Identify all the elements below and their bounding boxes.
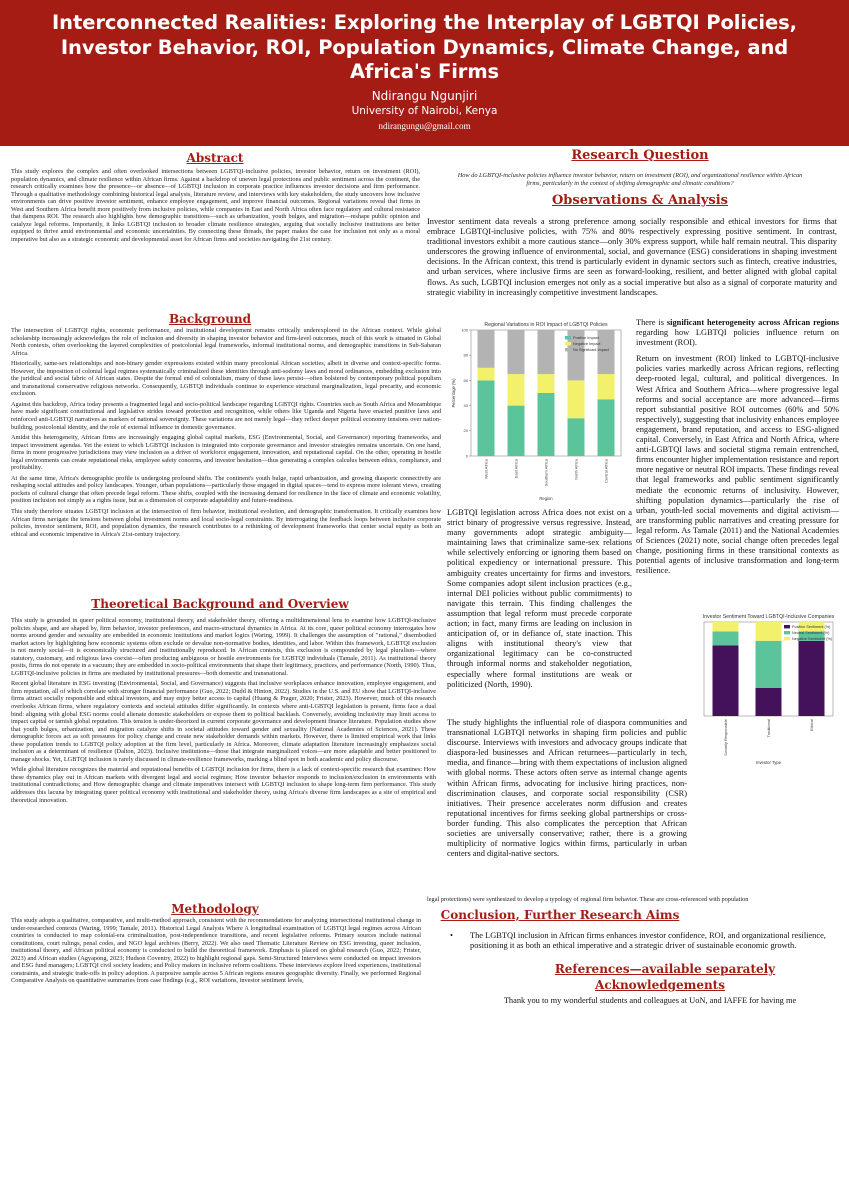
author-email: ndirangungu@gmail.com <box>378 120 471 131</box>
bullet-icon: • <box>450 931 453 940</box>
legend-label: Negative Impact <box>573 342 601 346</box>
y-axis-label: Percentage (%) <box>451 378 456 408</box>
bar-segment <box>756 622 782 641</box>
legend-label: Negative Sentiment (%) <box>792 637 833 641</box>
methodology-text: This study adopts a qualitative, comparative, and multi-method approach, consistent with the recommendations for analyzing intersectional institutional change in under-researched contexts (Waring, 1999; Tamale, 2011). Historical Legal Analysis Where A longitudinal examination of LGBTQI legal regimes across African countries is conducted to map colonial-era criminalization, post-independence transitions, and recent legislative reforms. Primary sources include national constitutions, court rulings, penal codes, and NGO legal archives (Berry, 2022). We also used Thematic Literature Review on ESG investing, queer inclusion, institutional theory, and African political economy is conducted to build the theoretical framework. Emphasis is placed on global research (Guo, 2022; Frister, 2023) and African studies (Agyapong, 2023; Hudson Coventry, 2022) to highlight regional gaps. Semi-Structured Interviews were conducted on impact investors and ESG fund managers; LGBTQI civil society leaders; and Policy makers in inclusive reform coalitions. These interviews explore lived experiences, institutional constraints, and strategic trade-offs in policy adoption. A purposive sample across 5 African regions ensures geographic diversity. Finally, we performed Regional Comparative Analysis on quantitative summaries from case findings (e.g., ROI variations, investor sentiment levels, <box>11 917 421 985</box>
author-affiliation: University of Nairobi, Kenya <box>351 104 498 117</box>
bar-segment <box>568 380 585 418</box>
chart-title: Investor Sentiment Toward LGBTQI-Inclusive Companies <box>702 614 835 620</box>
background-paragraph: Against this backdrop, Africa today presents a fragmented legal and socio-political landscape regarding LGBTQI rights. Countries such as South Africa and Mozambique have made significant constitutional and legislative strides toward protection and recognition, while others like Uganda and Nigeria have enacted punitive laws and reinforced anti-LGBTQI narratives as markers of national sovereignty. These variations are not merely legal—they reflect deeper political economy tensions over nation-building, postcolonial identity, and the role of external influence in domestic governance. <box>11 400 441 431</box>
x-axis-label: Investor Type <box>755 760 782 765</box>
legend-label: Positive Impact <box>573 336 599 340</box>
theory-heading: Theoretical Background and Overview <box>91 597 349 611</box>
poster-title: Interconnected Realities: Exploring the Interplay of LGBTQI Policies, Investor Behavior, ROI, Population Dynamics, Climate Change, and Africa's Firms <box>52 11 797 83</box>
background-paragraph: This study therefore situates LGBTQI inclusion at the intersection of firm behavior, institutional evolution, and demographic transformation. It critically examines how African firms navigate the tensions between global investment norms and local socio-legal constraints. By interrogating the feedback loops between inclusive corporate policies, investor sentiment, ROI, and population dynamics, the research contributes to a rethinking of development frameworks that center social equity as both an ethical and economic imperative in Africa's 21st-century trajectory. <box>11 508 441 538</box>
bar-segment <box>478 368 495 381</box>
legend-swatch <box>565 336 571 339</box>
bar-segment <box>713 646 739 717</box>
bar-segment <box>508 374 525 406</box>
legend-label: Neutral Sentiment (%) <box>792 631 830 635</box>
right-column-text <box>636 318 839 593</box>
bar-segment <box>756 688 782 716</box>
x-tick-label: Ethical <box>808 719 814 732</box>
theory-paragraph: While global literature recognizes the material and reputational benefits of LGBTQI inclusion for firms, there is a lack of context-specific research that examines: How these dynamics play out in African markets with divergent legal and social regimes; How investor behavior responds to inclusion/exclusion in environments with institutional contradictions; and How demographic change and climate imperatives intersect with LGBTQI inclusion to shape long-term firm performance. This study addresses this lacuna by integrating queer political economy with institutional and stakeholder theory, using Africa's diverse firm landscapes as a site of empirical and theoretical innovation. <box>11 766 436 804</box>
background-heading: Background <box>168 312 252 326</box>
y-tick-label: 80 <box>463 352 468 358</box>
bar-segment <box>538 330 555 374</box>
conclusion-text: The LGBTQI inclusion in African firms enhances investor confidence, ROI, and organizational resilience, positioning it as both an ethical imperative and a strategic driver of sustainable economic growth. <box>470 931 826 951</box>
observations-heading: Observations & Analysis <box>551 193 729 208</box>
bar-segment <box>508 330 525 374</box>
bar-segment <box>598 374 615 399</box>
diaspora-text: The study highlights the influential role of diaspora communities and transnational LGBTQI networks in shaping firm policies and public discourse. Interviews with investors and advocacy groups indicate that diaspora-led businesses and African returnees—particularly in tech, media, and finance—bring with them expectations of inclusion aligned with global norms. These actors often serve as internal change agents within African firms, advocating for inclusive hiring practices, non-discrimination clauses, and corporate social responsibility (CSR) initiatives. Their presence accelerates norm diffusion and creates reputational incentives for firms seeking global partnerships or cross-border funding. This also complicates the perception that African societies are universally conservative; rather, there is a growing multiplicity of normative logics within firms, particularly in urban centers and digital-native sectors. <box>447 718 687 859</box>
roi-analysis-text: Return on investment (ROI) linked to LGBTQI-inclusive policies varies markedly across African regions, reflecting deep-rooted legal, cultural, and political divergences. In West Africa and Southern Africa—where progressive legal reforms and social acceptance are more advanced—firms report substantial positive ROI outcomes (60% and 50% respectively), suggesting that inclusivity enhances employee engagement, brand reputation, and access to ESG-aligned capital. Conversely, in East Africa and North Africa, where anti-LGBTQI laws and societal stigma remain entrenched, firms encounter higher implementation resistance and report more negative or neutral ROI impacts. These findings reveal that legal frameworks and public sentiment significantly mediate the economic returns of inclusivity. However, shifting population dynamics—particularly the rise of urban, youth-led social movements and digital activism—are transforming public narratives and creating pressure for legal reform. As Tamale (2011) and the National Academies of Sciences (2021) note, social change often precedes legal change, positioning firms in these transitional contexts as potential agents of inclusive transformation and long-term resilience. <box>636 354 839 576</box>
roi-chart <box>447 312 627 502</box>
poster-header <box>0 0 849 146</box>
legend-swatch <box>565 342 571 345</box>
investor-sentiment-chart-svg <box>692 606 837 766</box>
x-tick-label: Traditional <box>765 719 771 738</box>
legislation-text: LGBTQI legislation across Africa does not exist on a strict binary of progressive versus regressive. Instead, many governments adopt strategic ambiguity—maintaining laws that criminalize same-sex relations while selectively enforcing or ignoring them based on political expediency or international pressure. This ambiguity creates uncertainty for firms and investors. Some companies adopt silent inclusion practices (e.g., internal DEI policies without public commitments) to navigate this terrain. This finding challenges the assumption that legal reform must precede corporate action; in fact, many firms are leading on inclusion in anticipation of, or in defiance of, state inaction. This aligns with institutional theory's view that organizational legitimacy can be co-constructed through informal norms and stakeholder negotiation, especially where formal institutions are weak or politicized (North, 1990). <box>447 508 632 689</box>
bar-segment <box>538 374 555 393</box>
bar-segment <box>799 641 825 716</box>
x-tick-label: North Africa <box>573 459 579 480</box>
conclusion-heading: Conclusion, Further Research Aims <box>440 908 680 922</box>
x-tick-label: Southern Africa <box>543 459 549 487</box>
acknowledgements-text: Thank you to my wonderful students and colleagues at UoN, and IAFFE for having me <box>503 996 797 1005</box>
legend-swatch <box>784 625 790 628</box>
abstract-heading: Abstract <box>186 151 244 165</box>
legend-swatch <box>784 637 790 640</box>
bar-segment <box>598 399 615 456</box>
research-question-text: How do LGBTQI-inclusive policies influence investor behavior, return on investment (ROI), and organizational resilience within African firms, particularly in the context of shifting demographic and climatic conditions? <box>457 172 803 187</box>
bar-segment <box>478 380 495 456</box>
legend-label: No Significant Impact <box>573 348 609 352</box>
bar-segment <box>478 330 495 368</box>
y-tick-label: 40 <box>463 403 468 408</box>
background-paragraph: The intersection of LGBTQI rights, economic performance, and institutional development remains critically underexplored in the African context. While global scholarship increasingly acknowledges the role of inclusion and diversity in shaping investor behavior and firm-level outcomes, much of this work is situated in Global North contexts, often overlooking the layered complexities of postcolonial legal frameworks, informal institutional norms, and demographic transitions in Sub-Saharan Africa. <box>11 327 441 357</box>
acknowledgements-heading: Acknowledgements <box>595 978 725 992</box>
x-tick-label: East Africa <box>513 459 519 479</box>
theory-paragraph: Recent global literature in ESG investing (Environmental, Social, and Governance) suggests that inclusive workplaces enhance innovation, employee engagement, and firm reputation, all of which correlate with stronger financial performance (Guo, 2022; Dudd & Hinton, 2022). Studies in the U.S. and EU show that LGBTQI-inclusive firms attract socially responsible and ethical investors, and may enjoy better access to capital (Huang & Prager, 2020; Frister, 2023). However, much of this research overlooks African firms, where regulatory contexts and societal attitudes differ significantly. In contexts where anti-LGBTQI legislation is present, firms face a dual bind: aligning with global ESG norms could alienate domestic stakeholders or expose them to political backlash. Conversely, avoiding inclusivity may limit access to impact capital or tarnish global reputation. This tension is under-theorized in current corporate governance and development finance literature. Population studies show that youth bulges, urbanization, and migration catalyze shifts in societal attitudes toward gender and sexuality (National Academies of Sciences, 2021). These demographic forces act as soft pressures for policy change and create new stakeholder demands within markets. However, there is limited empirical work that links these population trends to LGBTQI policy adoption at the firm level, particularly in Africa. Moreover, climate adaptation literature increasingly emphasizes social inclusion as a determinant of resilience (Dalton, 2023). Inclusive institutions—those that integrate marginalized voices—are more adaptable and better positioned to manage shocks. Yet, LGBTQI inclusion is rarely discussed in climate-resilience frameworks, marking a blind spot in both academic and policy discourse. <box>11 680 436 763</box>
bar-segment <box>508 406 525 456</box>
bar-segment <box>713 622 739 631</box>
heterogeneity-statement: There is significant heterogeneity across African regions regarding how LGBTQI policies influence return on investment (ROI). <box>636 318 839 348</box>
theory-paragraph: This study is grounded in queer political economy, institutional theory, and stakeholder theory, offering a multidimensional lens to examine how LGBTQI-inclusive policies shape, and are shaped by, firm behavior, investor preferences, and macro-structural dynamics in Africa. At its core, queer political economy interrogates how norms around gender and sexuality are embedded in economic institutions and market logics (Waring, 1999). It challenges the assumption of "rational," disembodied market actors by highlighting how economic systems often exclude or devalue non-normative bodies, identities, and labor. Within this framework, LGBTQI exclusion is not merely social—it is economically structured and institutionally reproduced. In African contexts, this exclusion is compounded by legal pluralism—where statutory, customary, and religious laws coexist—often producing ambiguous or hostile environments for LGBTQI individuals (Tamale, 2011). As institutional theory posits, firms do not operate in a vacuum; they are embedded in socio-political environments that shape their legitimacy, practices, and performance (North, 1990). Thus, LGBTQI-inclusive policies in firms are mediated by institutional pressures—both domestic and transnational. <box>11 617 436 677</box>
x-tick-label: Socially Responsible <box>722 719 728 756</box>
theory-text <box>11 617 436 900</box>
research-question-heading: Research Question <box>571 148 709 163</box>
legend-label: Positive Sentiment (%) <box>792 625 831 629</box>
y-tick-label: 100 <box>461 327 468 333</box>
background-paragraph: Amidst this heterogeneity, African firms are increasingly engaging global capital markets, ESG (Environmental, Social, and Governance) reporting frameworks, and impact investment agendas. Yet the extent to which LGBTQI inclusion is integrated into corporate governance and investor strategies remains uncertain. On one hand, firms in more progressive jurisdictions may view inclusion as a driver of workforce engagement, innovation, and reputational capital. On the other, operating in hostile legal environments can create reputational risks, employee safety concerns, and investor hesitation—thus generating a complex calculus between ethics, compliance, and profitability. <box>11 434 441 472</box>
author-name: Ndirangu Ngunjiri <box>371 88 478 103</box>
observations-text: Investor sentiment data reveals a strong preference among socially responsible and ethical investors for firms that embrace LGBTQI-inclusive policies, with 75% and 80% respectively expressing positive sentiment. In contrast, traditional investors exhibit a more cautious stance—only 30% express support, while half remain neutral. This disparity underscores the growing influence of environmental, social, and governance (ESG) considerations in shaping investment decisions. In the African context, this trend is particularly evident in dynamic sectors such as fintech, creative industries, and urban services, where inclusive firms are seen as forward-looking, resilient, and better aligned with global capital flows. As such, LGBTQI inclusion emerges not only as a social imperative but also as a signal of corporate maturity and strategic viability in increasingly competitive investment landscapes. <box>427 217 837 297</box>
x-tick-label: Central Africa <box>603 459 609 484</box>
y-tick-label: 60 <box>463 377 468 383</box>
investor-sentiment-chart <box>692 606 837 766</box>
bar-segment <box>568 418 585 456</box>
x-axis-label: Region <box>539 496 553 501</box>
chart-title: Regional Variations in ROI Impact of LGBTQI Policies <box>484 322 608 328</box>
conclusion-item <box>450 931 835 963</box>
bar-segment <box>598 330 615 374</box>
methodology-continued: legal protections) were synthesized to develop a typology of regional firm behavior. These are cross-referenced with population <box>427 896 749 903</box>
legend-swatch <box>565 348 571 351</box>
x-tick-label: West Africa <box>483 459 489 480</box>
bar-segment <box>538 393 555 456</box>
y-tick-label: 0 <box>465 453 468 459</box>
abstract-text: This study explores the complex and often overlooked intersections between LGBTQI-inclusive policies, investor behavior, return on investment (ROI), population dynamics, and climate resilience within African firms. Against a backdrop of uneven legal protections and public sentiment across the continent, the research critically examines how the presence—or absence—of LGBTQI inclusion in corporate practice influences investor decisions and firm performance. Through a qualitative methodology combining historical legal analysis, literature review, and interviews with key stakeholders, the study uncovers how inclusive environments can drive positive investor sentiment, enhance employee engagement, and improve financial outcomes. Regional variations reveal that firms in West and Southern Africa benefit more positively from inclusive policies, while companies in East and North Africa often face regulatory and cultural resistance that dampens ROI. The research also highlights how demographic transitions—such as urbanization, youth bulges, and migration—reshape public opinion and catalyze legal reforms. Importantly, it links LGBTQI inclusion to broader climate resilience strategies, arguing that socially inclusive institutions are better equipped to thrive amid environmental and economic uncertainties. By connecting these threads, the paper makes the case for inclusion not only as a moral imperative but also as a strategic economic and developmental asset for African firms and societies navigating the 21st century. <box>11 168 420 243</box>
roi-chart-svg <box>447 312 627 502</box>
background-text <box>11 327 441 587</box>
background-paragraph: At the same time, Africa's demographic profile is undergoing profound shifts. The continent's youth bulge, rapid urbanization, and growing diasporic connectivity are reshaping social attitudes and policy landscapes. Younger, urban populations—particularly those engaged in digital spaces—tend to express more tolerant views, creating pockets of cultural change that often precede legal reform. These shifts, coupled with the increasing demand for resilience in the face of climate and economic volatility, position inclusion not simply as a rights issue, but as a dimension of corporate adaptability and future-readiness. <box>11 474 441 505</box>
heterogeneity-bold: significant heterogeneity across African regions <box>666 318 839 327</box>
legend-swatch <box>784 631 790 634</box>
references-heading: References—available separately <box>554 962 776 976</box>
bar-segment <box>756 641 782 688</box>
y-tick-label: 20 <box>463 428 468 434</box>
methodology-heading: Methodology <box>171 902 259 916</box>
background-paragraph: Historically, same-sex relationships and non-binary gender expressions existed within many precolonial African societies, albeit in diverse and context-specific forms. However, the imposition of colonial legal regimes systematically criminalized these identities through anti-sodomy laws and moral ordinances, embedding exclusion into the juridical and social fabric of African states. Despite the formal end of colonialism, many of these laws persist—often bolstered by contemporary political populism and transnational conservative religious networks. Consequently, LGBTQI individuals continue to experience structural marginalization, legal precarity, and economic exclusion. <box>11 360 441 398</box>
bar-segment <box>713 631 739 645</box>
